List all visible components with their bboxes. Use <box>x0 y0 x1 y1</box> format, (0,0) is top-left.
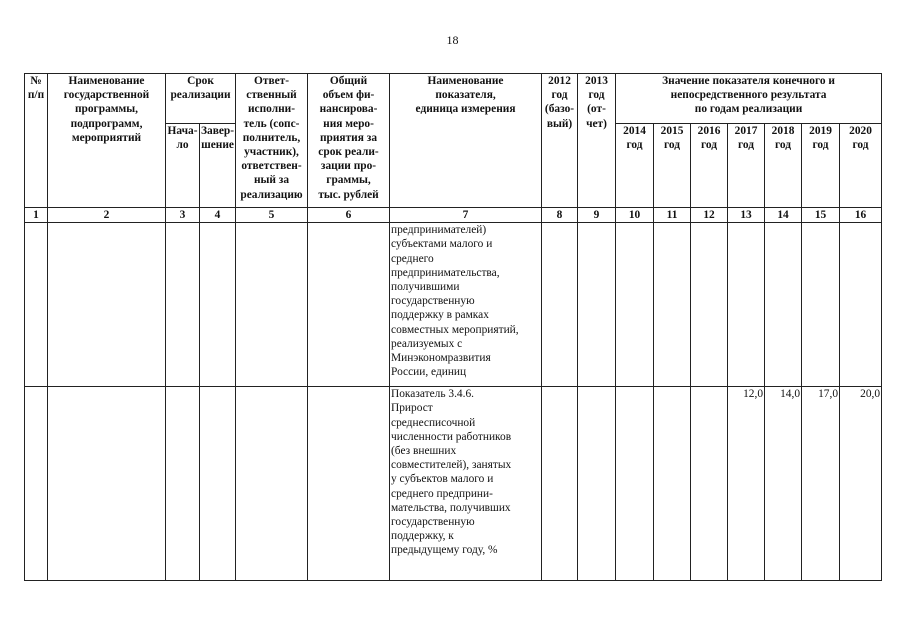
column-number: 3 <box>166 208 200 223</box>
page-number: 18 <box>446 33 459 47</box>
value-cell <box>802 223 840 387</box>
value-cell <box>542 223 578 387</box>
table-row <box>25 387 882 581</box>
table-row <box>25 223 882 387</box>
column-number: 5 <box>236 208 308 223</box>
header-end: Завер- шение <box>200 124 236 208</box>
header-start: Нача- ло <box>166 124 200 208</box>
column-number: 15 <box>802 208 840 223</box>
value-2020: 20,0 <box>840 387 882 581</box>
column-number: 11 <box>654 208 691 223</box>
header-program-name: Наименование государственной программы, подпрограмм, мероприятий <box>48 74 166 208</box>
header-funding: Общий объем фи- нансирова- ния меро- приятия за срок реали- зации про- граммы, тыс. рублей <box>308 74 390 208</box>
value-cell <box>616 223 654 387</box>
column-number: 8 <box>542 208 578 223</box>
header-year-2013: 2013 год (от- чет) <box>578 74 616 208</box>
value-cell <box>578 387 616 581</box>
value-cell <box>728 223 765 387</box>
value-2018: 14,0 <box>765 387 802 581</box>
header-year-2018: 2018 год <box>765 124 802 208</box>
header-year-2016: 2016 год <box>691 124 728 208</box>
indicator-text: Показатель 3.4.6. Прирост среднесписочной численности работников (без внешних совместителей), занятых у субъектов малого и среднего предприни- мательства, получивших государственную поддержку, к предыдущему году, % <box>390 387 542 581</box>
column-number: 16 <box>840 208 882 223</box>
value-2017: 12,0 <box>728 387 765 581</box>
header-row-1 <box>25 74 882 124</box>
value-cell <box>616 387 654 581</box>
value-cell <box>654 387 691 581</box>
column-number: 6 <box>308 208 390 223</box>
value-2019: 17,0 <box>802 387 840 581</box>
column-number: 7 <box>390 208 542 223</box>
column-number-row <box>25 208 882 223</box>
value-cell <box>691 387 728 581</box>
header-number: № п/п <box>25 74 48 208</box>
header-year-2017: 2017 год <box>728 124 765 208</box>
column-number: 14 <box>765 208 802 223</box>
column-number: 10 <box>616 208 654 223</box>
column-number: 2 <box>48 208 166 223</box>
value-cell <box>765 223 802 387</box>
indicator-text: предпринимателей) субъектами малого и среднего предпринимательства, получившими государственную поддержку в рамках совместных мероприятий, реализуемых с Минэкономразвития России, единиц <box>390 223 542 387</box>
header-executor: Ответ- ственный исполни- тель (сопс- полнитель, участник), ответствен- ный за реализацию <box>236 74 308 208</box>
value-cell <box>542 387 578 581</box>
column-number: 4 <box>200 208 236 223</box>
header-year-2012: 2012 год (базо- вый) <box>542 74 578 208</box>
header-year-2014: 2014 год <box>616 124 654 208</box>
column-number: 12 <box>691 208 728 223</box>
column-number: 9 <box>578 208 616 223</box>
header-year-2019: 2019 год <box>802 124 840 208</box>
header-term: Срок реализации <box>166 74 236 124</box>
value-cell <box>578 223 616 387</box>
header-year-2015: 2015 год <box>654 124 691 208</box>
header-indicator-name: Наименование показателя, единица измерения <box>390 74 542 208</box>
value-cell <box>840 223 882 387</box>
value-cell <box>691 223 728 387</box>
header-year-2020: 2020 год <box>840 124 882 208</box>
indicators-table <box>24 73 882 581</box>
header-values-by-year: Значение показателя конечного и непосредственного результата по годам реализации <box>616 74 882 124</box>
value-cell <box>654 223 691 387</box>
column-number: 13 <box>728 208 765 223</box>
column-number: 1 <box>25 208 48 223</box>
